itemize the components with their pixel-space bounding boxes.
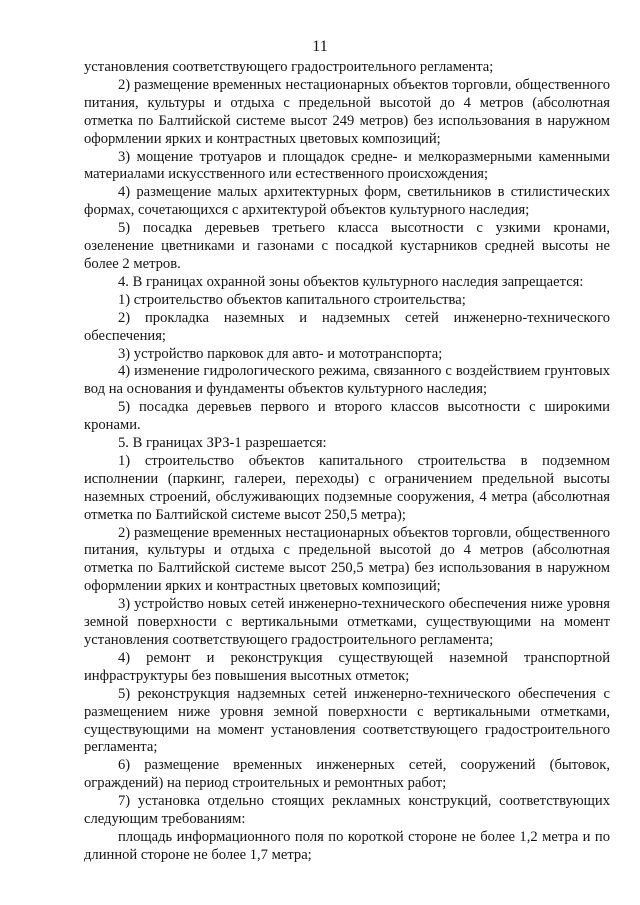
paragraph: 5) реконструкция надземных сетей инженерно-технического обеспечения с размещением ниже уровня земной поверхности с вертикальными отметками, существующими на момент установления соответствующего градостроительного регламента; (84, 685, 610, 756)
paragraph: площадь информационного поля по короткой стороне не более 1,2 метра и по длинной стороне не более 1,7 метра; (84, 828, 610, 863)
paragraph: установления соответствующего градостроительного регламента; (84, 59, 494, 75)
document-body (84, 59, 610, 865)
paragraph: 1) строительство объектов капитального строительства; (118, 291, 466, 308)
paragraph: 6) размещение временных инженерных сетей, сооружений (бытовок, ограждений) на период строительных и ремонтных работ; (84, 757, 610, 792)
paragraph: 1) строительство объектов капитального строительства в подземном исполнении (паркинг, галереи, переходы) с ограничением предельной высоты наземных строений, обслуживающих подземные сооружения, 4 метра (абсолютная отметка по Балтийской системе высот 250,5 метра); (84, 452, 610, 523)
paragraph: 5. В границах ЗРЗ-1 разрешается: (118, 435, 327, 452)
paragraph: 3) устройство новых сетей инженерно-технического обеспечения ниже уровня земной поверхности с вертикальными отметками, существующими на момент установления соответствующего градостроительного регламента; (84, 596, 610, 648)
paragraph: 4. В границах охранной зоны объектов культурного наследия запрещается: (118, 273, 584, 290)
paragraph: 5) посадка деревьев третьего класса высотности с узкими кронами, озеленение цветниками и газонами с посадкой кустарников средней высоты не более 2 метров. (84, 220, 610, 272)
paragraph: 2) размещение временных нестационарных объектов торговли, общественного питания, культуры и отдыха с предельной высотой до 4 метров (абсолютная отметка по Балтийской системе высот 249 метров) без использования в наружном оформлении ярких и контрастных цветовых композиций; (84, 76, 610, 147)
paragraph: 3) устройство парковок для авто- и мототранспорта; (118, 345, 443, 362)
paragraph: 2) размещение временных нестационарных объектов торговли, общественного питания, культуры и отдыха с предельной высотой до 4 метров (абсолютная отметка по Балтийской системе высот 250,5 метра) без использования в наружном оформлении ярких и контрастных цветовых композиций; (84, 524, 610, 595)
paragraph: 3) мощение тротуаров и площадок средне- и мелкоразмерными каменными материалами искусственного или естественного происхождения; (84, 148, 610, 183)
paragraph: 7) установка отдельно стоящих рекламных конструкций, соответствующих следующим требованиям: (84, 793, 610, 828)
page-number: 11 (312, 38, 328, 55)
paragraph: 4) ремонт и реконструкция существующей наземной транспортной инфраструктуры без повышения высотных отметок; (84, 649, 610, 684)
paragraph: 5) посадка деревьев первого и второго классов высотности с широкими кронами. (84, 399, 610, 434)
paragraph: 4) изменение гидрологического режима, связанного с воздействием грунтовых вод на основания и фундаменты объектов культурного наследия; (84, 363, 610, 398)
paragraph: 2) прокладка наземных и надземных сетей инженерно-технического обеспечения; (84, 309, 610, 344)
paragraph: 4) размещение малых архитектурных форм, светильников в стилистических формах, сочетающихся с архитектурой объектов культурного наследия; (84, 184, 610, 219)
